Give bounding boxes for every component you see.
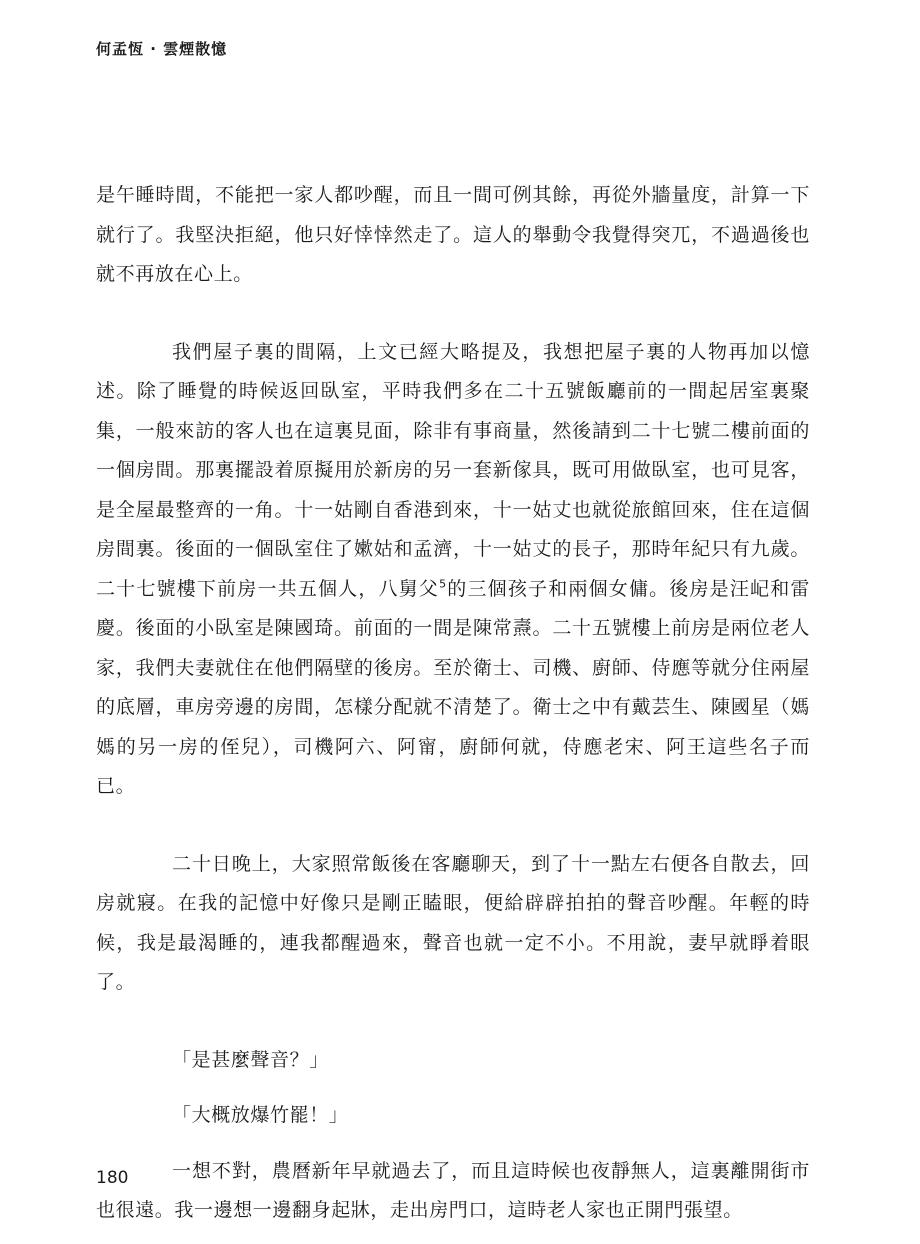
- paragraph: 是午睡時間，不能把一家人都吵醒，而且一間可例其餘，再從外牆量度，計算一下就行了。我堅決拒絕，他只好悻悻然走了。這人的舉動令我覺得突兀，不過過後也就不再放在心上。: [96, 184, 810, 285]
- paragraph: 一想不對，農曆新年早就過去了，而且這時候也夜靜無人，這裏離開街市也很遠。我一邊想一邊翻身起牀，走出房門口，這時老人家也正開門張望。: [96, 1159, 810, 1221]
- page-number: 180: [96, 1168, 129, 1188]
- dialogue-line: 「大概放爆竹罷！」: [172, 1104, 349, 1126]
- dialogue-line: 「是甚麼聲音？」: [172, 1048, 329, 1071]
- body-text: [96, 176, 810, 1231]
- paragraph: [96, 333, 810, 807]
- running-head: 何孟恆 · 雲煙散憶: [96, 40, 228, 58]
- paragraph: 二十日晚上，大家照常飯後在客廳聊天，到了十一點左右便各自散去，回房就寢。在我的記憶中好像只是剛正瞌眼，便給辟辟拍拍的聲音吵醒。年輕的時候，我是最渴睡的，連我都醒過來，聲音也就一定不小。不用說，妻早就睜着眼了。: [96, 852, 810, 993]
- footnote-marker[interactable]: 5: [439, 577, 447, 591]
- paragraph-text: 我們屋子裏的間隔，上文已經大略提及，我想把屋子裏的人物再加以憶述。除了睡覺的時候返回臥室，平時我們多在二十五號飯廳前的一間起居室裏聚集，一般來訪的客人也在這裏見面，除非有事商量，然後請到二十七號二樓前面的一個房間。那裏擺設着原擬用於新房的另一套新傢具，既可用做臥室，也可見客，是全屋最整齊的一角。十一姑剛自香港到來，十一姑丈也就從旅館回來，住在這個房間裏。後面的一個臥室住了嫰姑和孟濟，十一姑丈的長子，那時年紀只有九歲。二十七號樓下前房一共五個人，八舅父: [96, 340, 810, 600]
- paragraph-text: 的三個孩子和兩個女傭。後房是汪屺和雷慶。後面的小臥室是陳國琦。前面的一間是陳常燾。二十五號樓上前房是兩位老人家，我們夫妻就住在他們隔壁的後房。至於衛士、司機、廚師、侍應等就分住兩屋的底層，車房旁邊的房間，怎樣分配就不清楚了。衛士之中有戴芸生、陳國星（媽媽的另一房的侄兒），司機阿六、阿甯，廚師何就，侍應老宋、阿王這些名子而已。: [96, 577, 810, 797]
